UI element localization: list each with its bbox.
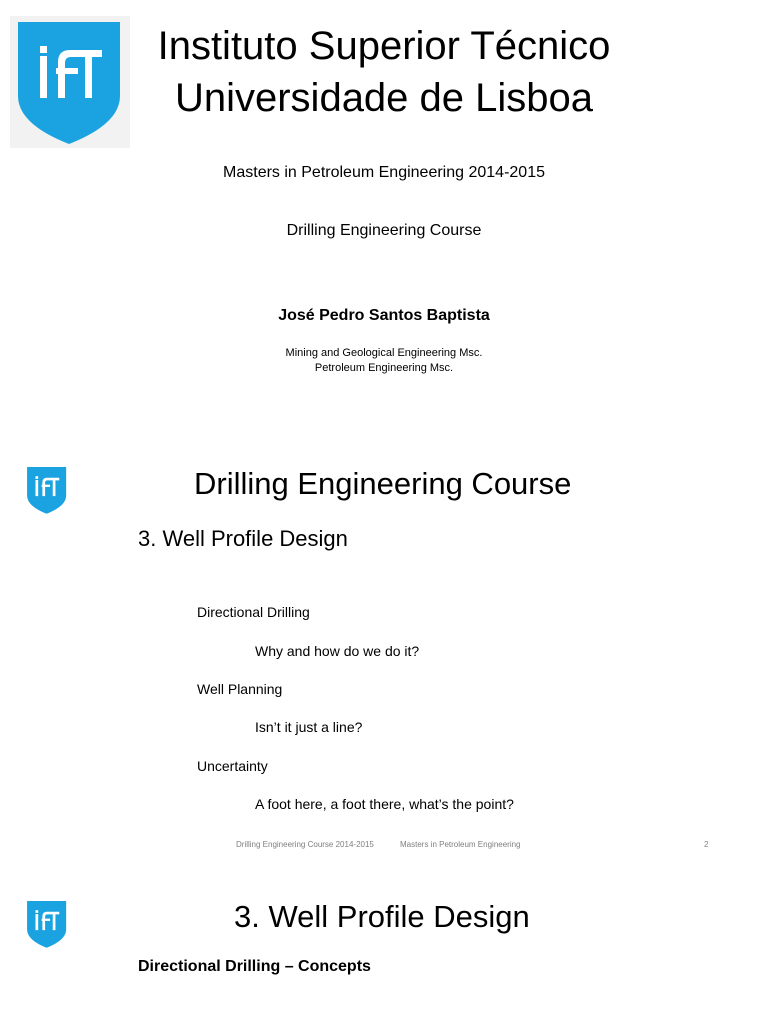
topic-heading: Directional Drilling [197, 604, 310, 620]
topic-heading: Uncertainty [197, 758, 268, 774]
course-label: Drilling Engineering Course [286, 222, 482, 239]
slide-subtitle: 3. Well Profile Design [138, 526, 348, 551]
slide-subtitle: Directional Drilling – Concepts [138, 958, 371, 975]
ist-shield-icon [10, 16, 130, 148]
ist-logo-large [10, 16, 130, 148]
program-label: Masters in Petroleum Engineering 2014-2015 [223, 164, 545, 181]
institution-title-line1: Instituto Superior Técnico [157, 24, 611, 68]
slide-title: 3. Well Profile Design [234, 899, 530, 934]
footer-program: Masters in Petroleum Engineering [400, 840, 521, 849]
ist-shield-icon [24, 896, 70, 952]
author-name: José Pedro Santos Baptista [278, 307, 490, 324]
topic-detail: Isn’t it just a line? [255, 719, 363, 735]
slide-title: Drilling Engineering Course [194, 466, 572, 501]
topic-heading: Well Planning [197, 681, 283, 697]
ist-shield-icon [24, 462, 70, 518]
topic-detail: Why and how do we do it? [255, 643, 420, 659]
page-number: 2 [704, 840, 709, 849]
author-credential: Mining and Geological Engineering Msc. [285, 347, 483, 359]
author-credential: Petroleum Engineering Msc. [314, 362, 454, 374]
institution-title-line2: Universidade de Lisboa [174, 76, 594, 120]
topic-detail: A foot here, a foot there, what’s the point? [255, 796, 514, 812]
footer-course: Drilling Engineering Course 2014-2015 [236, 840, 374, 849]
